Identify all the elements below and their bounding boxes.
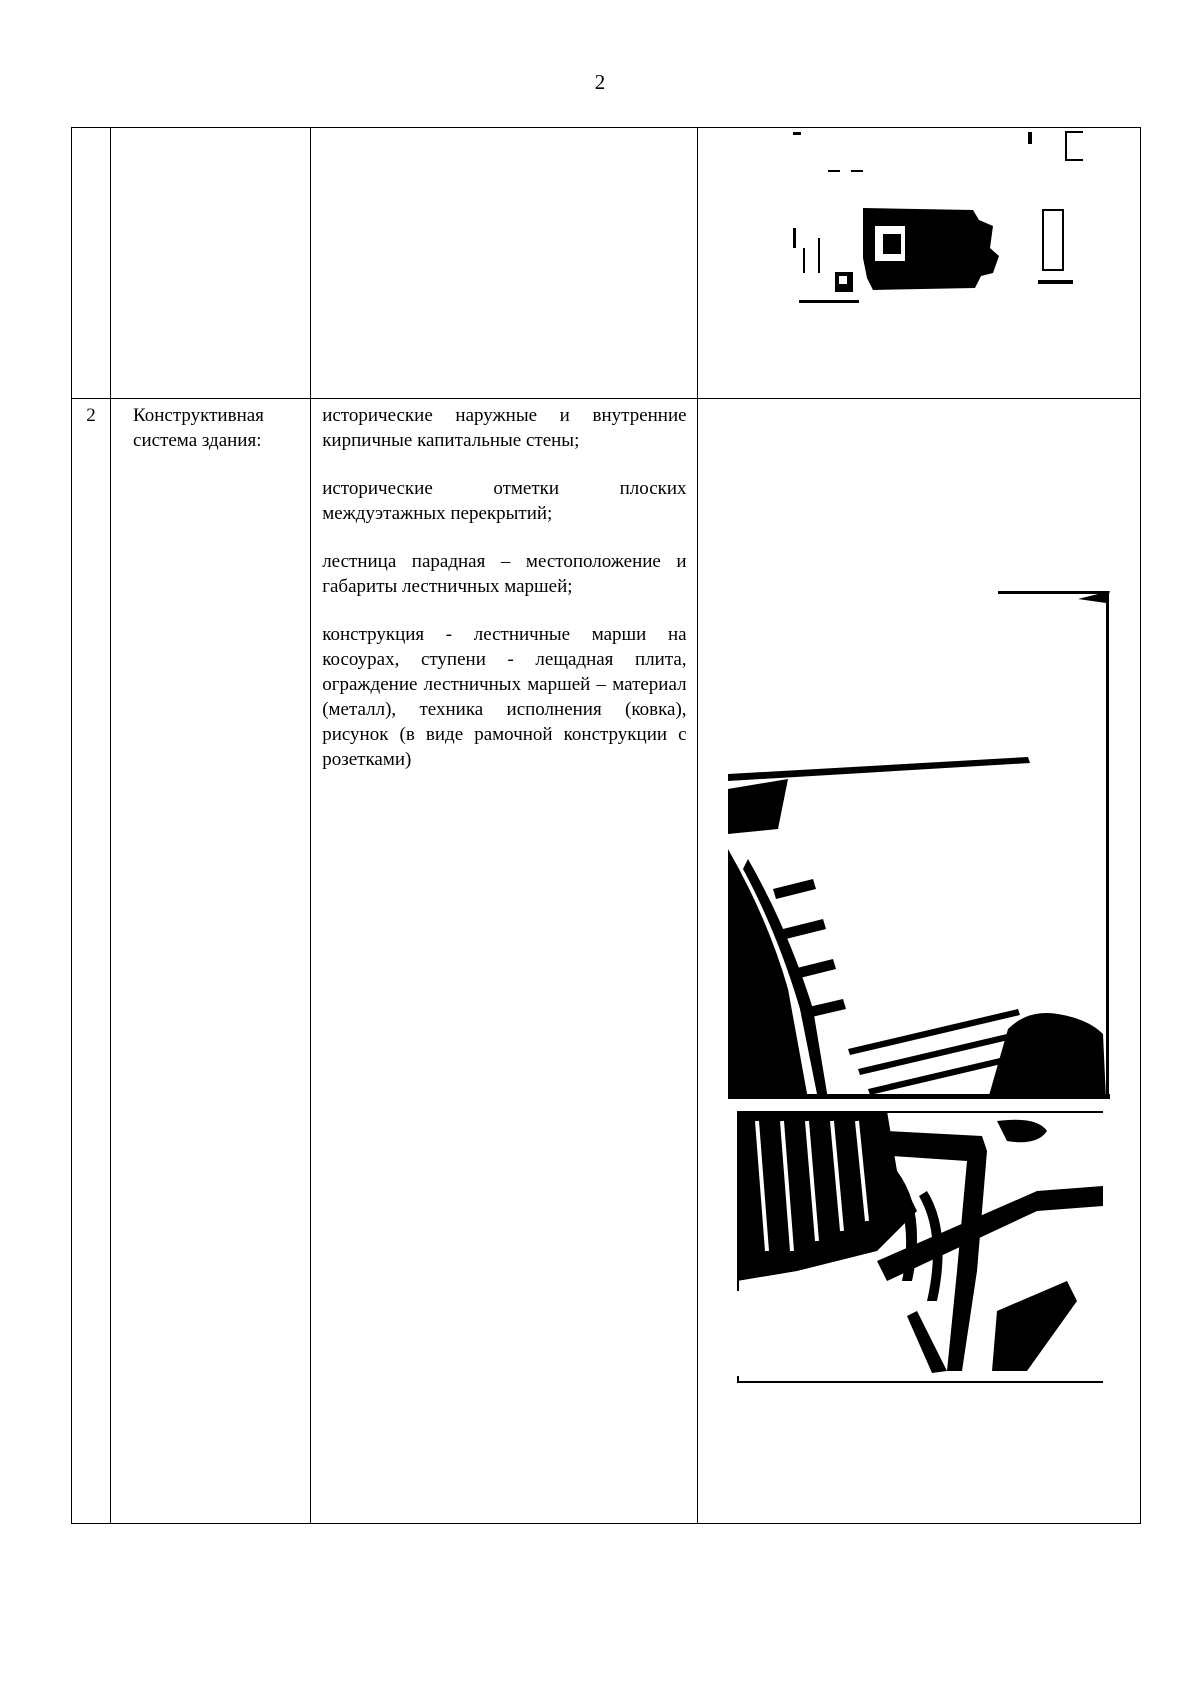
- description-paragraph: лестница парадная – местоположение и габариты лестничных маршей;: [322, 551, 687, 597]
- description-paragraph: исторические наружные и внутренние кирпичные капитальные стены;: [322, 405, 687, 451]
- staircase-photo: [728, 589, 1110, 1099]
- row-photo-cell: [697, 128, 1140, 399]
- table-row: [72, 399, 1141, 1524]
- railing-photo: [737, 1111, 1103, 1383]
- table-row: [72, 128, 1141, 399]
- row-description-cell: [311, 399, 697, 1524]
- row-number-cell: 2: [72, 399, 111, 1524]
- description-paragraph: исторические отметки плоских междуэтажных перекрытий;: [322, 478, 687, 524]
- page-number: 2: [594, 70, 606, 94]
- row-name-cell: [111, 128, 311, 399]
- facade-photo: [743, 128, 1083, 338]
- monument-subject-table: [71, 127, 1141, 1524]
- row-photo-cell: [697, 399, 1140, 1524]
- row-name-cell: Конструктивная система здания:: [111, 399, 311, 1524]
- description-paragraph: конструкция - лестничные марши на косоурах, ступени - лещадная плита, ограждение лестничных маршей – материал (металл), техника исполнения (ковка), рисунок (в виде рамочной конструкции с розетками): [322, 624, 687, 770]
- row-description-cell: [311, 128, 697, 399]
- row-number-cell: [72, 128, 111, 399]
